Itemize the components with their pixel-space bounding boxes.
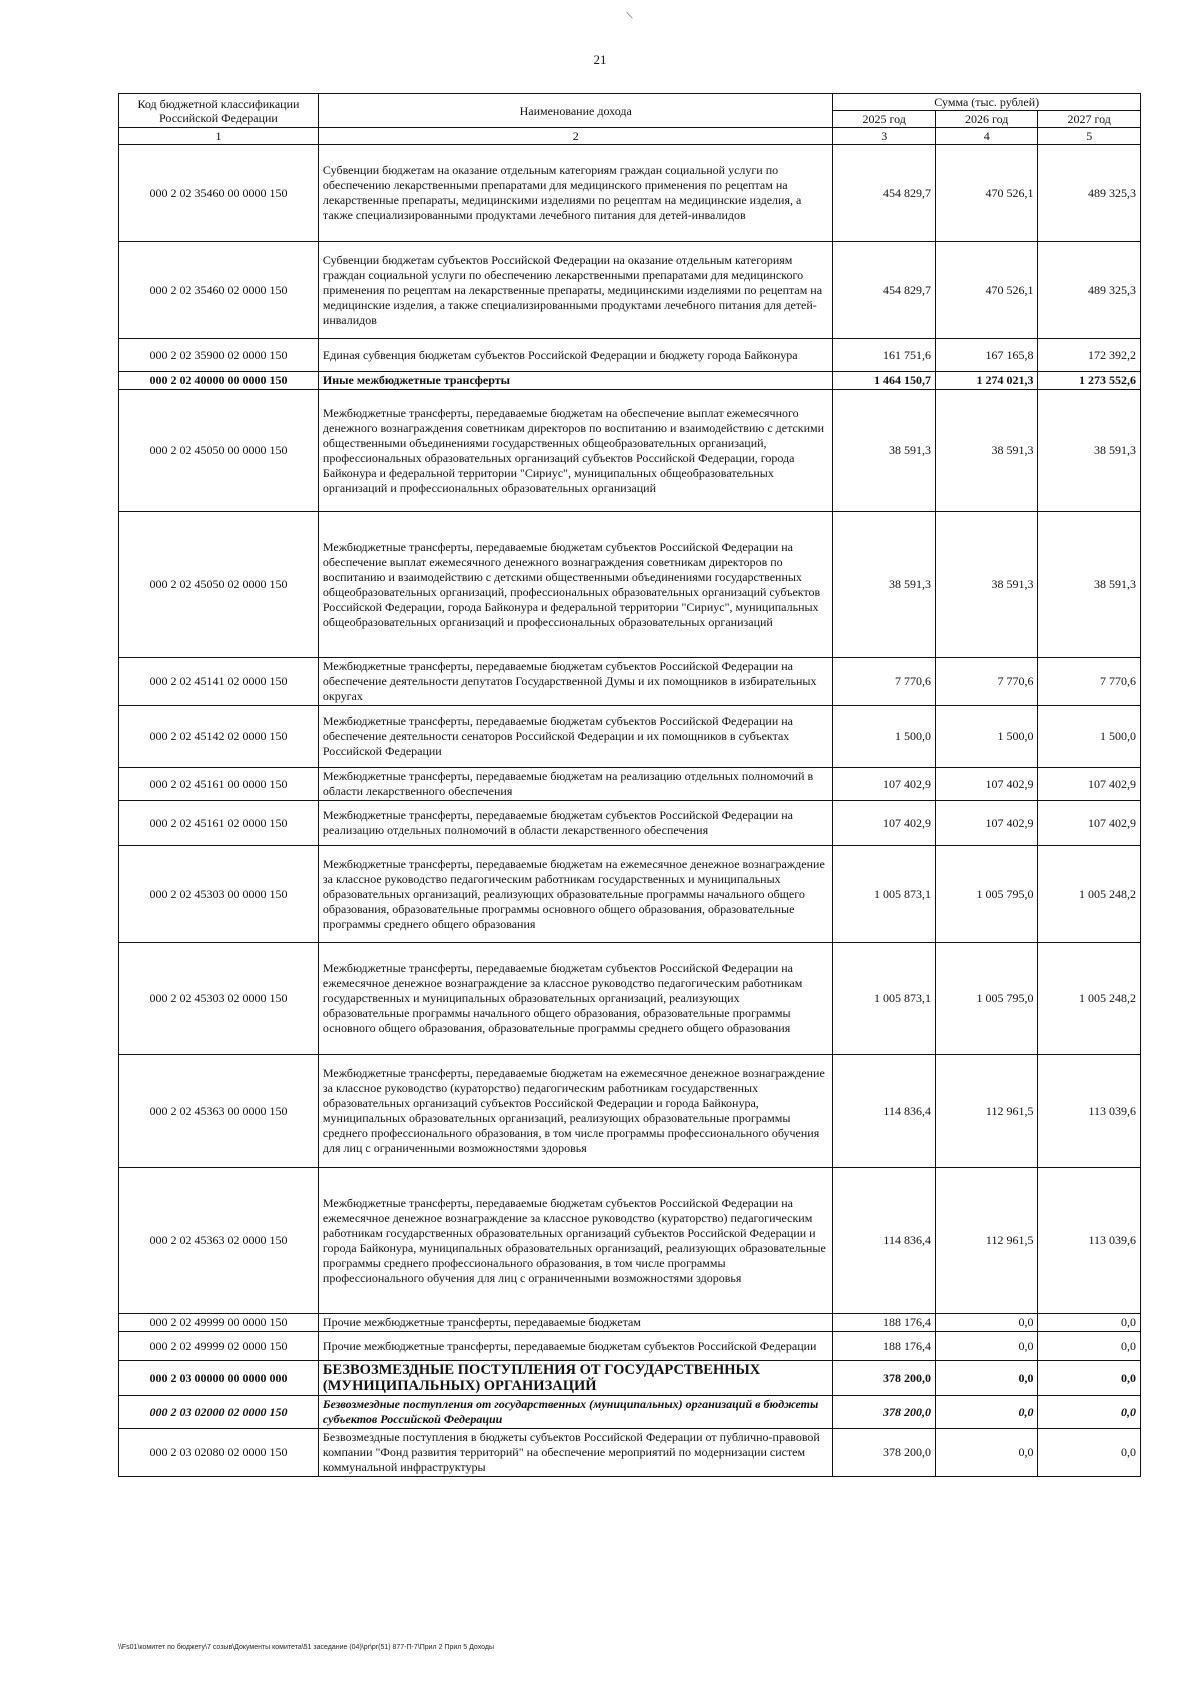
- table-row: [119, 145, 1141, 242]
- row-value-2025: 161 751,6: [833, 339, 936, 372]
- row-name: Межбюджетные трансферты, передаваемые бюджетам субъектов Российской Федерации на обеспечение деятельности сенаторов Российской Федерации и их помощников в субъектах Российской Федерации: [318, 706, 833, 768]
- row-value-2027: 1 500,0: [1038, 706, 1141, 768]
- row-value-2025: 188 176,4: [833, 1314, 936, 1332]
- column-number: 2: [318, 128, 833, 145]
- row-code: 000 2 02 45363 00 0000 150: [119, 1055, 319, 1168]
- scan-mark: \: [624, 7, 634, 23]
- table-row: [119, 1055, 1141, 1168]
- table-row: [119, 768, 1141, 801]
- header-year-2025: 2025 год: [833, 111, 936, 128]
- row-code: 000 2 02 45050 02 0000 150: [119, 512, 319, 658]
- header-code: Код бюджетной классификации Российской Федерации: [119, 94, 319, 128]
- row-code: 000 2 02 35460 00 0000 150: [119, 145, 319, 242]
- table-row: [119, 1361, 1141, 1396]
- row-value-2025: 114 836,4: [833, 1055, 936, 1168]
- page-number: 21: [593, 52, 607, 67]
- row-value-2026: 0,0: [935, 1332, 1038, 1361]
- row-code: 000 2 03 00000 00 0000 000: [119, 1361, 319, 1396]
- row-value-2026: 7 770,6: [935, 658, 1038, 706]
- column-number: 1: [119, 128, 319, 145]
- row-value-2027: 489 325,3: [1038, 145, 1141, 242]
- row-value-2026: 167 165,8: [935, 339, 1038, 372]
- row-name: Прочие межбюджетные трансферты, передаваемые бюджетам: [318, 1314, 833, 1332]
- row-value-2027: 7 770,6: [1038, 658, 1141, 706]
- table-row: [119, 846, 1141, 943]
- row-value-2025: 378 200,0: [833, 1361, 936, 1396]
- row-value-2027: 113 039,6: [1038, 1055, 1141, 1168]
- row-value-2026: 470 526,1: [935, 242, 1038, 339]
- table-row: [119, 658, 1141, 706]
- row-code: 000 2 02 35900 02 0000 150: [119, 339, 319, 372]
- row-name: Субвенции бюджетам на оказание отдельным категориям граждан социальной услуги по обеспечению лекарственными препаратами для медицинского применения по рецептам на лекарственные препараты, медицинскими изделиями по рецептам на медицинские изделия, а также специализированными продуктами лечебного питания для детей-инвалидов: [318, 145, 833, 242]
- row-value-2025: 114 836,4: [833, 1168, 936, 1314]
- row-name: Безвозмездные поступления от государственных (муниципальных) организаций в бюджеты субъектов Российской Федерации: [318, 1396, 833, 1429]
- row-value-2026: 1 500,0: [935, 706, 1038, 768]
- row-value-2027: 1 273 552,6: [1038, 372, 1141, 390]
- revenue-table: [118, 93, 1141, 1477]
- row-name: Межбюджетные трансферты, передаваемые бюджетам субъектов Российской Федерации на реализацию отдельных полномочий в области лекарственного обеспечения: [318, 801, 833, 846]
- row-value-2025: 454 829,7: [833, 145, 936, 242]
- row-value-2026: 0,0: [935, 1314, 1038, 1332]
- table-row: [119, 339, 1141, 372]
- row-value-2026: 112 961,5: [935, 1168, 1038, 1314]
- row-value-2026: 1 274 021,3: [935, 372, 1038, 390]
- row-value-2027: 38 591,3: [1038, 512, 1141, 658]
- row-name: Прочие межбюджетные трансферты, передаваемые бюджетам субъектов Российской Федерации: [318, 1332, 833, 1361]
- row-value-2027: 0,0: [1038, 1314, 1141, 1332]
- row-value-2025: 1 464 150,7: [833, 372, 936, 390]
- row-value-2027: 489 325,3: [1038, 242, 1141, 339]
- row-code: 000 2 02 49999 00 0000 150: [119, 1314, 319, 1332]
- table-row: [119, 1314, 1141, 1332]
- header-sum: Сумма (тыс. рублей): [833, 94, 1141, 111]
- row-code: 000 2 02 45363 02 0000 150: [119, 1168, 319, 1314]
- row-value-2025: 1 005 873,1: [833, 943, 936, 1055]
- column-number: 4: [935, 128, 1038, 145]
- row-name: Субвенции бюджетам субъектов Российской Федерации на оказание отдельным категориям граждан социальной услуги по обеспечению лекарственными препаратами для медицинского применения по рецептам на лекарственные препараты, медицинскими изделиями по рецептам на медицинские изделия, а также специализированными продуктами лечебного питания для детей-инвалидов: [318, 242, 833, 339]
- row-value-2025: 188 176,4: [833, 1332, 936, 1361]
- row-code: 000 2 02 49999 02 0000 150: [119, 1332, 319, 1361]
- row-name: Межбюджетные трансферты, передаваемые бюджетам субъектов Российской Федерации на обеспечение деятельности депутатов Государственной Думы и их помощников в избирательных округах: [318, 658, 833, 706]
- column-number: 3: [833, 128, 936, 145]
- row-code: 000 2 02 45050 00 0000 150: [119, 390, 319, 512]
- row-name: Межбюджетные трансферты, передаваемые бюджетам на обеспечение выплат ежемесячного денежного вознаграждения советникам директоров по воспитанию и взаимодействию с детскими общественными объединениями государственных общеобразовательных организаций, профессиональных образовательных организаций субъектов Российской Федерации, города Байконура и федеральной территории "Сириус", муниципальных общеобразовательных организаций и профессиональных образовательных организаций: [318, 390, 833, 512]
- table-row: [119, 512, 1141, 658]
- table-row: [119, 1396, 1141, 1429]
- row-value-2026: 1 005 795,0: [935, 846, 1038, 943]
- row-code: 000 2 02 35460 02 0000 150: [119, 242, 319, 339]
- table-row: [119, 1332, 1141, 1361]
- table-row: [119, 943, 1141, 1055]
- header-year-2026: 2026 год: [935, 111, 1038, 128]
- row-value-2026: 107 402,9: [935, 768, 1038, 801]
- row-value-2026: 0,0: [935, 1361, 1038, 1396]
- row-value-2027: 172 392,2: [1038, 339, 1141, 372]
- row-value-2025: 378 200,0: [833, 1429, 936, 1477]
- row-value-2025: 38 591,3: [833, 512, 936, 658]
- row-name: Межбюджетные трансферты, передаваемые бюджетам на ежемесячное денежное вознаграждение за классное руководство (кураторство) педагогическим работникам государственных образовательных организаций субъектов Российской Федерации и города Байконура, муниципальных образовательных организаций, реализующих образовательные программы среднего профессионального образования, в том числе программы профессионального обучения для лиц с ограниченными возможностями здоровья: [318, 1055, 833, 1168]
- row-code: 000 2 02 40000 00 0000 150: [119, 372, 319, 390]
- row-value-2027: 38 591,3: [1038, 390, 1141, 512]
- row-value-2026: 112 961,5: [935, 1055, 1038, 1168]
- row-code: 000 2 02 45142 02 0000 150: [119, 706, 319, 768]
- row-name: БЕЗВОЗМЕЗДНЫЕ ПОСТУПЛЕНИЯ ОТ ГОСУДАРСТВЕННЫХ (МУНИЦИПАЛЬНЫХ) ОРГАНИЗАЦИЙ: [318, 1361, 833, 1396]
- table-row: [119, 390, 1141, 512]
- row-value-2026: 0,0: [935, 1429, 1038, 1477]
- table-column-numbers-row: [119, 128, 1141, 145]
- row-code: 000 2 02 45161 02 0000 150: [119, 801, 319, 846]
- row-name: Межбюджетные трансферты, передаваемые бюджетам на реализацию отдельных полномочий в области лекарственного обеспечения: [318, 768, 833, 801]
- table-row: [119, 372, 1141, 390]
- column-number: 5: [1038, 128, 1141, 145]
- row-value-2025: 7 770,6: [833, 658, 936, 706]
- table-row: [119, 1168, 1141, 1314]
- table-row: [119, 801, 1141, 846]
- row-name: Межбюджетные трансферты, передаваемые бюджетам субъектов Российской Федерации на ежемесячное денежное вознаграждение за классное руководство педагогическим работникам государственных и муниципальных образовательных организаций, реализующих образовательные программы начального общего образования, образовательные программы основного общего образования, образовательные программы среднего общего образования: [318, 943, 833, 1055]
- row-value-2027: 0,0: [1038, 1429, 1141, 1477]
- row-value-2025: 107 402,9: [833, 801, 936, 846]
- row-value-2025: 378 200,0: [833, 1396, 936, 1429]
- row-value-2026: 1 005 795,0: [935, 943, 1038, 1055]
- row-name: Безвозмездные поступления в бюджеты субъектов Российской Федерации от публично-правовой компании "Фонд развития территорий" на обеспечение мероприятий по модернизации систем коммунальной инфраструктуры: [318, 1429, 833, 1477]
- row-value-2026: 38 591,3: [935, 512, 1038, 658]
- row-value-2027: 1 005 248,2: [1038, 846, 1141, 943]
- row-value-2025: 1 500,0: [833, 706, 936, 768]
- row-value-2026: 470 526,1: [935, 145, 1038, 242]
- row-value-2027: 107 402,9: [1038, 768, 1141, 801]
- row-code: 000 2 03 02000 02 0000 150: [119, 1396, 319, 1429]
- row-value-2025: 38 591,3: [833, 390, 936, 512]
- row-value-2027: 1 005 248,2: [1038, 943, 1141, 1055]
- row-value-2025: 454 829,7: [833, 242, 936, 339]
- row-value-2027: 0,0: [1038, 1332, 1141, 1361]
- row-name: Единая субвенция бюджетам субъектов Российской Федерации и бюджету города Байконура: [318, 339, 833, 372]
- row-value-2027: 107 402,9: [1038, 801, 1141, 846]
- row-code: 000 2 03 02080 02 0000 150: [119, 1429, 319, 1477]
- footer-file-path: \\Fs01\комитет по бюджету\7 созыв\Документы комитета\51 заседание (04)\pr\pr(51) 877-П-7\Прил 2 Прил 5 Доходы: [118, 1644, 495, 1651]
- header-year-2027: 2027 год: [1038, 111, 1141, 128]
- row-name: Межбюджетные трансферты, передаваемые бюджетам на ежемесячное денежное вознаграждение за классное руководство педагогическим работникам государственных и муниципальных образовательных организаций, реализующих образовательные программы начального общего образования, образовательные программы основного общего образования, образовательные программы среднего общего образования: [318, 846, 833, 943]
- row-value-2025: 107 402,9: [833, 768, 936, 801]
- row-name: Межбюджетные трансферты, передаваемые бюджетам субъектов Российской Федерации на обеспечение выплат ежемесячного денежного вознаграждения советникам директоров по воспитанию и взаимодействию с детскими общественными объединениями государственных общеобразовательных организаций, профессиональных образовательных организаций субъектов Российской Федерации, города Байконура и федеральной территории "Сириус", муниципальных общеобразовательных организаций и профессиональных образовательных организаций: [318, 512, 833, 658]
- row-code: 000 2 02 45303 00 0000 150: [119, 846, 319, 943]
- row-code: 000 2 02 45303 02 0000 150: [119, 943, 319, 1055]
- row-value-2026: 0,0: [935, 1396, 1038, 1429]
- row-value-2026: 38 591,3: [935, 390, 1038, 512]
- row-name: Иные межбюджетные трансферты: [318, 372, 833, 390]
- row-code: 000 2 02 45161 00 0000 150: [119, 768, 319, 801]
- row-value-2027: 113 039,6: [1038, 1168, 1141, 1314]
- row-value-2027: 0,0: [1038, 1361, 1141, 1396]
- table-row: [119, 1429, 1141, 1477]
- table-header-row: [119, 94, 1141, 111]
- row-value-2027: 0,0: [1038, 1396, 1141, 1429]
- row-value-2026: 107 402,9: [935, 801, 1038, 846]
- row-name: Межбюджетные трансферты, передаваемые бюджетам субъектов Российской Федерации на ежемесячное денежное вознаграждение за классное руководство (кураторство) педагогическим работникам государственных образовательных организаций субъектов Российской Федерации и города Байконура, муниципальных образовательных организаций, реализующих образовательные программы среднего профессионального образования, в том числе программы профессионального обучения для лиц с ограниченными возможностями здоровья: [318, 1168, 833, 1314]
- row-value-2025: 1 005 873,1: [833, 846, 936, 943]
- header-name: Наименование дохода: [318, 94, 833, 128]
- row-code: 000 2 02 45141 02 0000 150: [119, 658, 319, 706]
- table-row: [119, 242, 1141, 339]
- table-row: [119, 706, 1141, 768]
